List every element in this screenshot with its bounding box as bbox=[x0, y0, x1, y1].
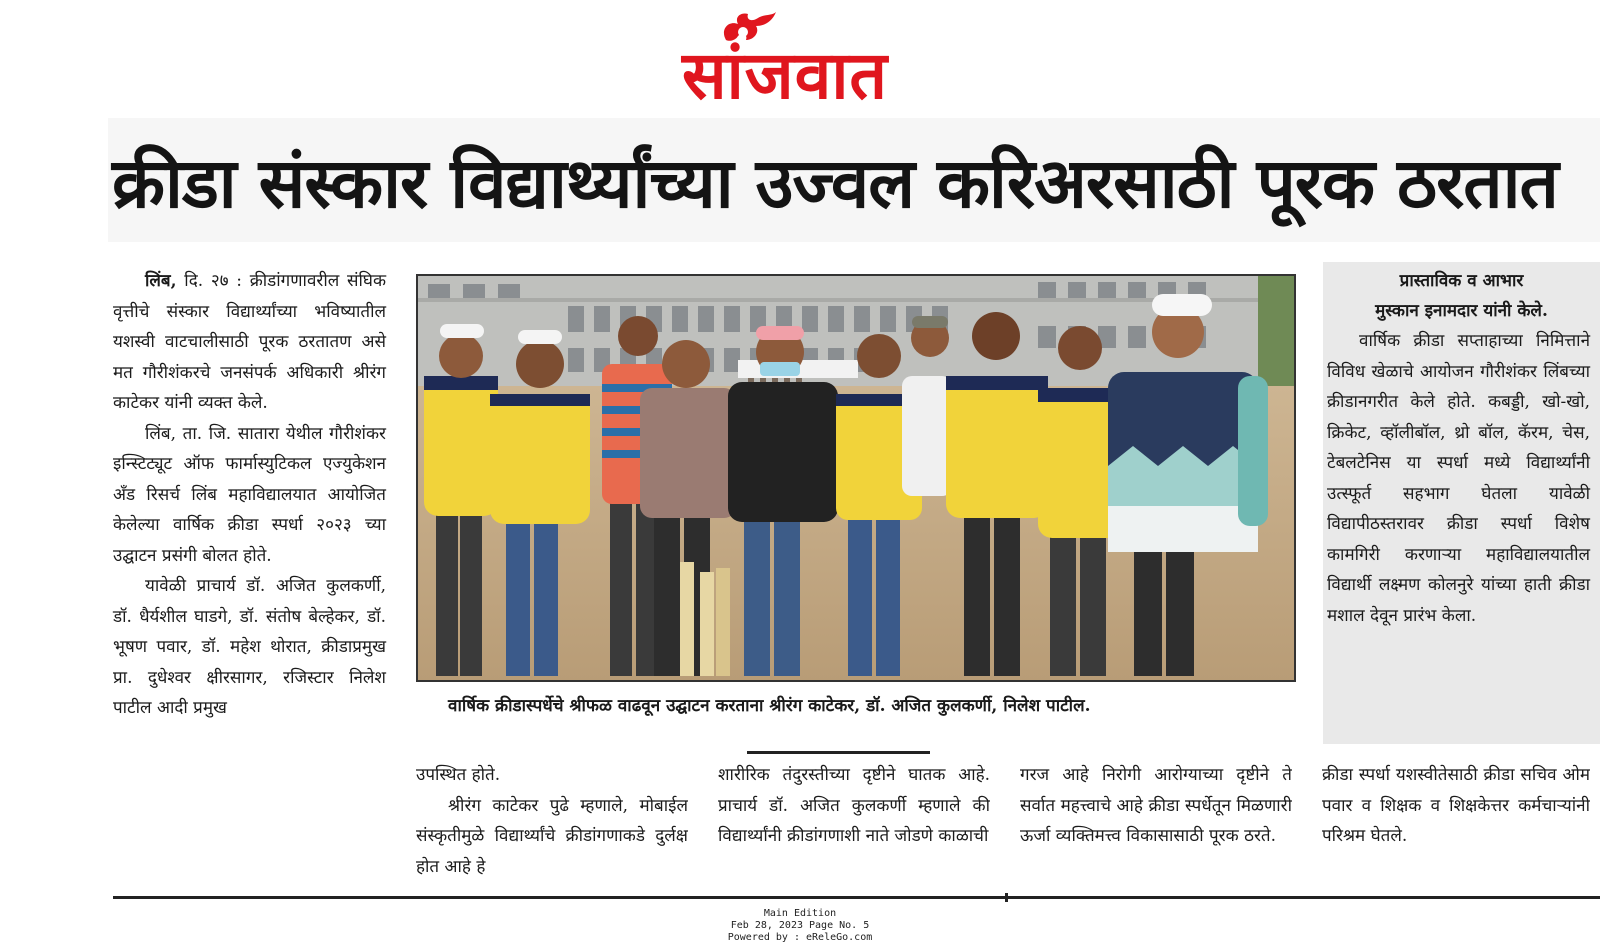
article-column-2 bbox=[416, 760, 688, 880]
masthead bbox=[650, 10, 920, 114]
article-paragraph-2: लिंब, ता. जि. सातारा येथील गौरीशंकर इन्स्टिट्यूट ऑफ फार्मास्युटिकल एज्युकेशन अँड रिसर्च लिंब महाविद्यालयात आयोजित केलेल्या वार्षिक क्रीडा स्पर्धा २०२३ च्या उद्घाटन प्रसंगी बोलत होते. bbox=[113, 423, 386, 566]
dateline: लिंब, bbox=[145, 271, 177, 291]
footer-edition: Main Edition bbox=[763, 908, 837, 919]
article-column-5 bbox=[1322, 760, 1590, 880]
news-photo bbox=[416, 274, 1296, 682]
article-col2-paragraph: श्रीरंग काटेकर पुढे म्हणाले, मोबाईल संस्कृतीमुळे विद्यार्थ्यांचे क्रीडांगणाकडे दुर्लक्ष होत आहे हे bbox=[416, 795, 688, 877]
footer-powered-by: Powered by : eReleGo.com bbox=[727, 932, 873, 943]
article-col2-line: उपस्थित होते. bbox=[416, 765, 501, 785]
article-opening bbox=[113, 266, 386, 419]
article-paragraph-1: क्रीडांगणावरील संघिक वृत्तीचे संस्कार विद्यार्थ्यांच्या भविष्यातील यशस्वी वाटचालीसाठी पूरक ठरतातण असे मत गौरीशंकरचे जनसंपर्क अधिकारी श्रीरंग काटेकर यांनी व्यक्त केले. bbox=[113, 271, 386, 413]
article-col4-text: गरज आहे निरोगी आरोग्याच्या दृष्टीने ते सर्वात महत्त्वाचे आहे क्रीडा स्पर्धेतून मिळणारी ऊर्जा व्यक्तिमत्त्व विकासासाठी पूरक ठरते. bbox=[1020, 765, 1292, 846]
article-paragraph-3: यावेळी प्राचार्य डॉ. अजित कुलकर्णी, डॉ. धैर्यशील घाडगे, डॉ. संतोष बेल्हेकर, डॉ. भूषण पवार, डॉ. महेश थोरात, क्रीडाप्रमुख प्रा. दुधेश्वर क्षीरसागर, रजिस्टार निलेश पाटील आदी प्रमुख bbox=[113, 576, 386, 718]
sidebar-heading-line-2: मुस्कान इनामदार यांनी केले. bbox=[1375, 301, 1548, 321]
sidebar-paragraph: वार्षिक क्रीडा सप्ताहाच्या निमित्ताने विविध खेळाचे आयोजन गौरीशंकर लिंबच्या क्रीडानगरीत केले होते. कबड्डी, खो-खो, क्रिकेट, व्हॉलीबॉल, थ्रो बॉल, कॅरम, चेस, टेबलटेनिस या स्पर्धा मध्ये विद्यार्थ्यांनी उत्स्फूर्त सहभाग घेतला यावेळी विद्यापीठस्तरावर क्रीडा स्पर्धा विशेष कामगिरी करणाऱ्या महाविद्यालयातील विद्यार्थी लक्ष्मण कोलनुरे यांच्या हाती क्रीडा मशाल देवून प्रारंभ केला. bbox=[1327, 331, 1590, 626]
edition-footer bbox=[650, 908, 950, 944]
footer-date-page: Feb 28, 2023 Page No. 5 bbox=[730, 920, 870, 931]
rule-tick bbox=[1005, 893, 1008, 902]
headline: क्रीडा संस्कार विद्यार्थ्यांच्या उज्वल करिअरसाठी पूरक ठरतात bbox=[112, 144, 1558, 224]
sidebar-heading bbox=[1323, 266, 1600, 326]
article-column-4 bbox=[1020, 760, 1292, 880]
article-date: दि. २७ : bbox=[184, 271, 242, 291]
photo-caption: वार्षिक क्रीडास्पर्धेचे श्रीफळ वाढवून उद्घाटन करताना श्रीरंग काटेकर, डॉ. अजित कुलकर्णी, निलेश पाटील. bbox=[448, 696, 1091, 716]
article-col5-text: क्रीडा स्पर्धा यशस्वीतेसाठी क्रीडा सचिव ओम पवार व शिक्षक व शिक्षकेत्तर कर्मचाऱ्यांनी परिश्रम घेतले. bbox=[1322, 765, 1590, 846]
article-col3-text: शारीरिक तंदुरस्तीच्या दृष्टीने घातक आहे. प्राचार्य डॉ. अजित कुलकर्णी म्हणाले की विद्यार्थ्यांनी क्रीडांगणाशी नाते जोडणे काळाची bbox=[718, 765, 990, 846]
column-rule bbox=[747, 751, 930, 754]
article-column-1 bbox=[113, 266, 386, 724]
article-column-3 bbox=[718, 760, 990, 880]
sidebar-text bbox=[1327, 326, 1590, 631]
masthead-logo: सांजवात bbox=[681, 37, 889, 114]
group-photo-illustration bbox=[418, 276, 1296, 682]
bottom-rule bbox=[113, 896, 1600, 899]
sidebar-heading-line-1: प्रास्ताविक व आभार bbox=[1399, 271, 1524, 291]
